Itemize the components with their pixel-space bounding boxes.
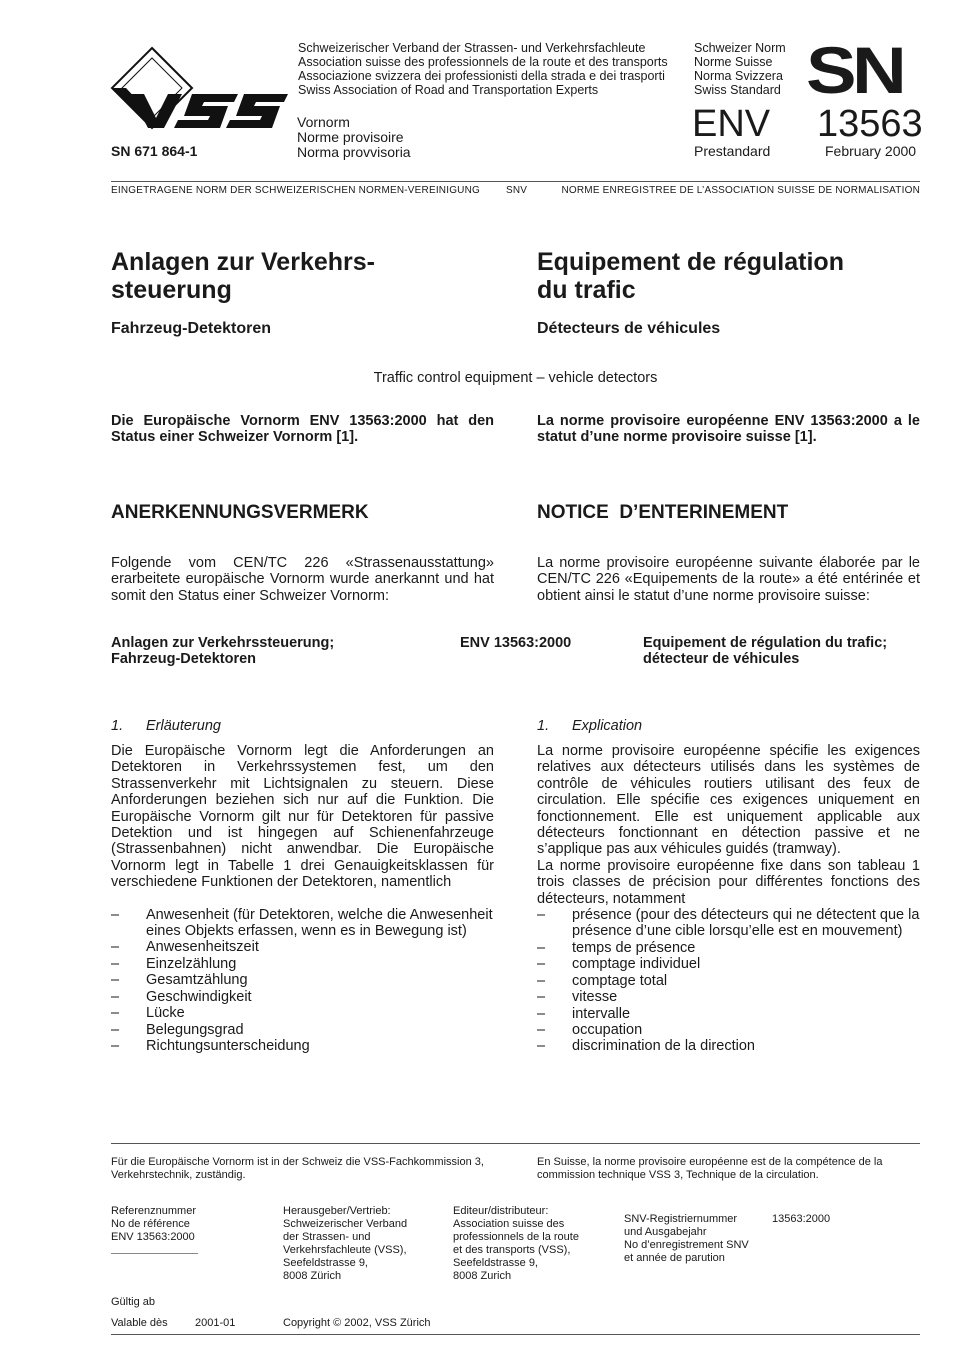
standard-ref-fr-line: Equipement de régulation du trafic; [643,635,888,651]
publisher-line: der Strassen- und [283,1231,371,1243]
list-item: – Belegungsgrad [111,1022,494,1038]
standard-ref-fr-line: détecteur de véhicules [643,651,800,668]
publisher-line: Seefeldstrasse 9, [453,1257,538,1269]
list-item: – Anwesenheitszeit [111,939,494,955]
ref-line: Referenznummer [111,1205,196,1217]
publisher-line: 8008 Zurich [453,1270,512,1282]
publisher-line: Seefeldstrasse 9, [283,1257,368,1269]
prestandard-label: Prestandard [694,143,771,159]
publisher-de [283,1205,407,1283]
norm-line: Schweizer Norm [694,41,786,55]
snv-line: und Ausgabejahr [624,1226,707,1238]
status-fr: La norme provisoire européenne ENV 13563:2000 a le statut d’une norme provisoire suisse [1]. [537,413,920,446]
footer-note-fr: En Suisse, la norme provisoire européenne est de la compétence de la commission technique VSS 3, Technique de la circulation. [537,1156,883,1181]
association-line: Swiss Association of Road and Transportation Experts [298,83,599,97]
title-de-line: Anlagen zur Verkehrs- [111,248,375,276]
list-item: – présence (pour des détecteurs qui ne détectent que la présence d’une cible lorsqu’elle est en mouvement) [537,907,920,940]
ref-line: ENV 13563:2000 [111,1231,195,1243]
env-number: 13563 [817,103,923,145]
association-line: Association suisse des professionnels de la route et des transports [298,55,668,69]
prenorm-line: Norma provvisoria [297,144,411,160]
section-number: 1. [537,718,550,734]
publisher-line: Verkehrsfachleute (VSS), [283,1244,407,1256]
list-item: – Richtungsunterscheidung [111,1038,494,1054]
status-de: Die Europäische Vornorm ENV 13563:2000 hat den Status einer Schweizer Vornorm [1]. [111,413,494,446]
notice-heading-de: ANERKENNUNGSVERMERK [111,502,369,523]
ref-line: No de référence [111,1218,190,1230]
snv-number: 13563:2000 [772,1213,831,1225]
publisher-line: Herausgeber/Vertrieb: [283,1205,391,1217]
section-text-fr-1: La norme provisoire européenne spécifie les exigences relatives aux détecteurs utilisés dans les systèmes de contrôle de véhicules routiers utilisant des feux de circulation. Elle spécifie ces exigences uniquement en fonctionnement. Elle est uniquement applicable aux détecteurs fonctionnant en détection passive et ne s’applique pas aux véhicules guidés (tramway). [537,743,920,858]
prenorm-labels [297,115,411,160]
reference-number [111,1205,196,1244]
list-item: – Anwesenheit (für Detektoren, welche die Anwesenheit eines Objekts erfassen, wenn es in Bewegung ist) [111,907,494,940]
title-fr-line: Equipement de régulation [537,248,844,276]
env-label: ENV [692,103,771,145]
standard-ref-fr [643,635,887,668]
section-body-de [111,743,494,1054]
valid-date: 2001-01 [195,1317,236,1329]
list-item: – comptage individuel [537,956,920,972]
standard-ref-de-line: Anlagen zur Verkehrssteuerung; [111,635,335,651]
footer-divider [111,1143,920,1144]
publication-date: February 2000 [825,143,917,159]
subtitle-fr: Détecteurs de véhicules [537,320,721,337]
section-text-de: Die Europäische Vornorm legt die Anforderungen an Detektoren in Verkehrssystemen fest, um den Strassenverkehr mit Lichtsignalen zu steuern. Diese Anforderungen beziehen sich nur auf die Funktion. Die Europäische Vornorm gilt nur für Detektoren für passive Detektion und ist hingegen auf Schienenfahrzeuge (Strassenbahnen) nicht anwendbar. Die Europäische Vornorm legt in Tabelle 1 drei Genauigkeitsklassen für verschiedene Funktionen der Detektoren, namentlich [111,743,494,891]
association-line: Associazione svizzera dei professionisti della strada e dei trasporti [298,69,665,83]
section-heading-fr [537,718,642,734]
standard-ref-de [111,635,334,668]
list-item: – vitesse [537,989,920,1005]
vss-logo [108,44,288,134]
prenorm-line: Vornorm [297,114,350,130]
registration-left: EINGETRAGENE NORM DER SCHWEIZERISCHEN NORMEN-VEREINIGUNG [111,185,481,196]
standard-number: ENV 13563:2000 [460,635,572,651]
copyright: Copyright © 2002, VSS Zürich [283,1317,431,1329]
notice-text-fr: La norme provisoire européenne suivante élaborée par le CEN/TC 226 «Equipements de la route» a été entérinée et obtient ainsi le statut d’une norme provisoire suisse: [537,555,920,604]
footer-note-de: Für die Europäische Vornorm ist in der Schweiz die VSS-Fachkommission 3, Verkehrstechnik, zuständig. [111,1156,484,1181]
header-divider [111,181,920,182]
publisher-line: et des transports (VSS), [453,1244,571,1256]
sn-logo: SN [806,33,903,107]
section-title: Erläuterung [146,718,221,734]
list-item: – Einzelzählung [111,956,494,972]
standard-ref-de-line: Fahrzeug-Detektoren [111,651,257,668]
notice-text-de: Folgende vom CEN/TC 226 «Strassenausstattung» erarbeitete europäische Vornorm wurde anerkannt und hat somit den Status einer Schweizer Vornorm: [111,555,494,604]
list-item: – Lücke [111,1005,494,1021]
title-fr-line: du trafic [537,276,636,304]
list-item: – occupation [537,1022,920,1038]
function-list-de [111,907,494,1055]
section-text-fr-2: La norme provisoire européenne fixe dans son tableau 1 trois classes de précision pour différentes fonctions des détecteurs, notamment [537,857,920,907]
title-de [111,248,375,304]
association-line: Schweizerischer Verband der Strassen- und Verkehrsfachleute [298,41,646,55]
title-fr [537,248,844,304]
list-item: – temps de présence [537,940,920,956]
section-title: Explication [572,718,643,734]
list-item: – Gesamtzählung [111,972,494,988]
title-de-line: steuerung [111,276,232,304]
registration-right: NORME ENREGISTREE DE L’ASSOCIATION SUISSE DE NORMALISATION [561,185,920,196]
list-item: – comptage total [537,973,920,989]
snv-line: SNV-Registriernummer [624,1213,738,1225]
section-heading-de [111,718,221,734]
publisher-line: Editeur/distributeur: [453,1205,549,1217]
norm-line: Norma Svizzera [694,69,783,83]
list-item: – Geschwindigkeit [111,989,494,1005]
section-number: 1. [111,718,124,734]
reference-underline [111,1253,198,1254]
subtitle-de: Fahrzeug-Detektoren [111,320,272,337]
registration-mid: SNV [506,185,528,196]
snv-line: et année de parution [624,1252,725,1264]
bottom-divider [111,1334,920,1335]
association-names [298,41,668,97]
norm-type-labels [694,41,786,97]
publisher-line: Schweizerischer Verband [283,1218,408,1230]
list-item: – intervalle [537,1006,920,1022]
publisher-fr [453,1205,579,1283]
doc-number: SN 671 864-1 [111,143,198,159]
list-item: – discrimination de la direction [537,1038,920,1054]
section-body-fr [537,743,920,1055]
publisher-line: Association suisse des [453,1218,565,1230]
norm-line: Norme Suisse [694,55,773,69]
prenorm-line: Norme provisoire [297,129,404,145]
valid-from-fr: Valable dès [111,1317,168,1329]
notice-heading-fr: NOTICE D’ENTERINEMENT [537,502,789,523]
snv-line: No d’enregistrement SNV [624,1239,749,1251]
title-en: Traffic control equipment – vehicle detectors [373,370,658,386]
valid-from-de: Gültig ab [111,1296,156,1308]
norm-line: Swiss Standard [694,83,781,97]
vss-logo-icon [108,44,288,134]
function-list-fr [537,907,920,1055]
snv-registration [624,1213,749,1265]
publisher-line: 8008 Zürich [283,1270,342,1282]
publisher-line: professionnels de la route [453,1231,579,1243]
